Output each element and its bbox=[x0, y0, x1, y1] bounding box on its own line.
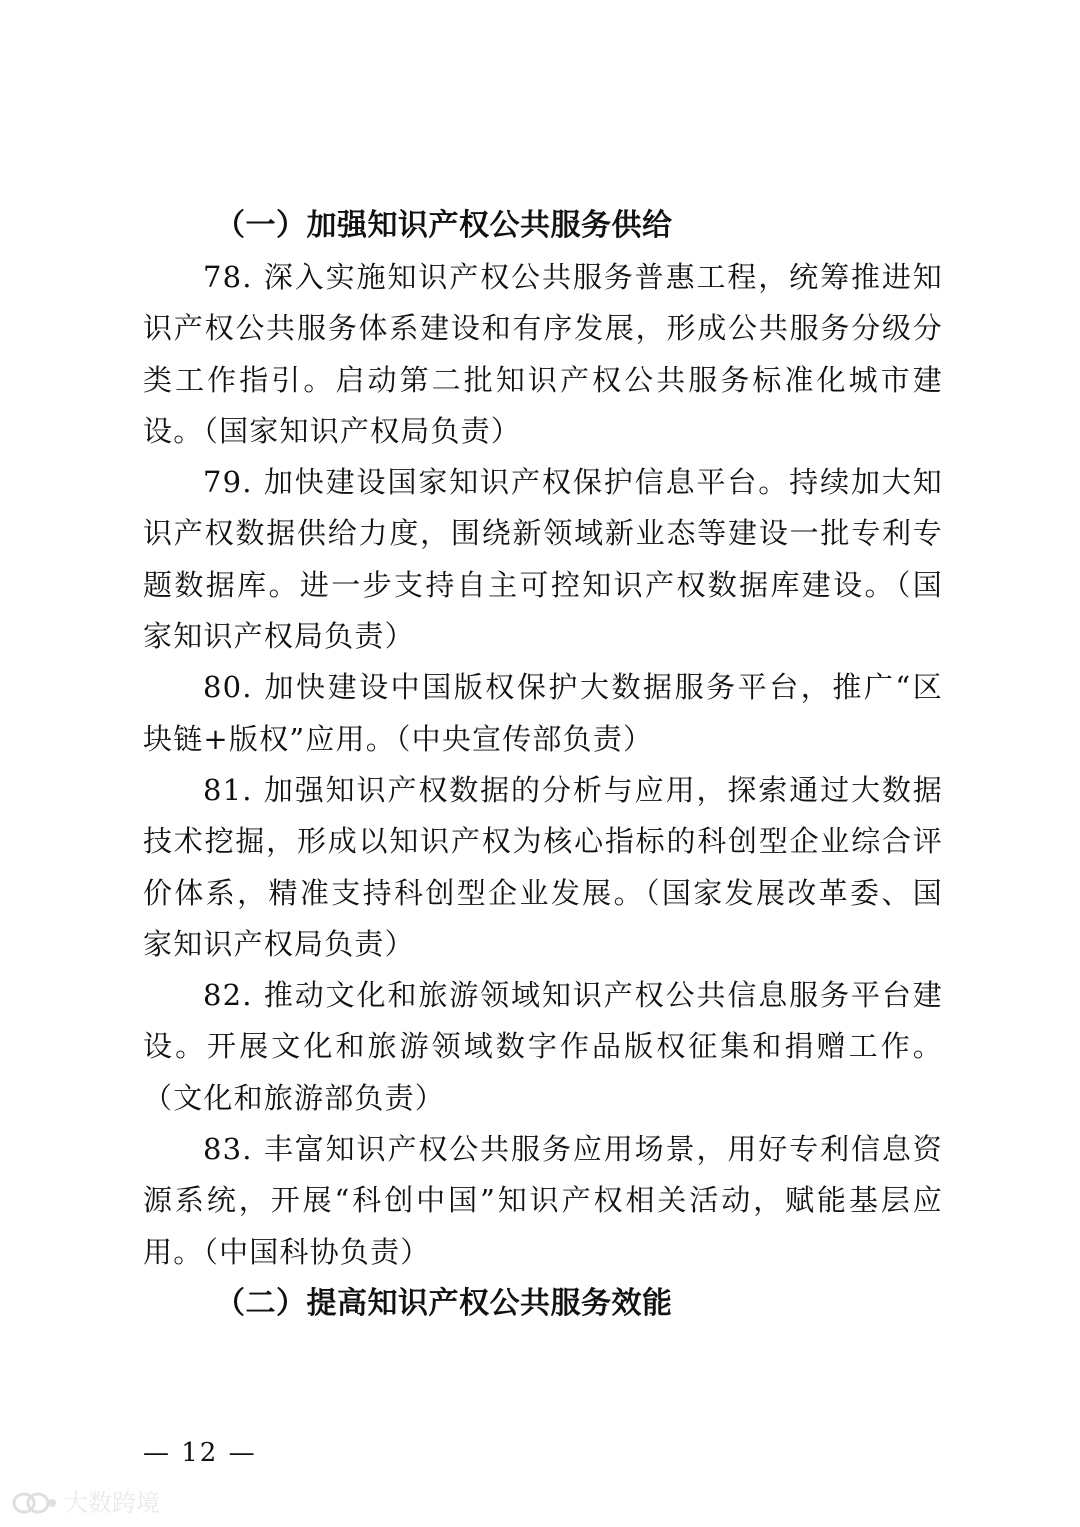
section-heading-1: （一）加强知识产权公共服务供给 bbox=[215, 208, 673, 243]
item-81: 81. 加强知识产权数据的分析与应用，探索通过大数据技术挖掘，形成以知识产权为核心指标的科创型企业综合评价体系，精准支持科创型企业发展。（国家发展改革委、国家知识产权局负责） bbox=[143, 772, 943, 961]
item-82: 82. 推动文化和旅游领域知识产权公共信息服务平台建设。开展文化和旅游领域数字作品版权征集和捐赠工作。（文化和旅游部负责） bbox=[143, 978, 943, 1115]
item-83: 83. 丰富知识产权公共服务应用场景，用好专利信息资源系统，开展“科创中国”知识产权相关活动，赋能基层应用。（中国科协负责） bbox=[143, 1132, 943, 1269]
page-number: — 12 — bbox=[143, 1438, 257, 1468]
watermark-text: 大数跨境 bbox=[64, 1489, 160, 1517]
document-body bbox=[143, 200, 943, 1330]
section-heading-2: （二）提高知识产权公共服务效能 bbox=[215, 1285, 673, 1321]
item-80: 80. 加快建设中国版权保护大数据服务平台，推广“区块链+版权”应用。（中央宣传部负责） bbox=[143, 670, 943, 756]
watermark bbox=[10, 1488, 160, 1518]
item-79: 79. 加快建设国家知识产权保护信息平台。持续加大知识产权数据供给力度，围绕新领域新业态等建设一批专利专题数据库。进一步支持自主可控知识产权数据库建设。（国家知识产权局负责） bbox=[143, 465, 943, 654]
item-78: 78. 深入实施知识产权公共服务普惠工程，统筹推进知识产权公共服务体系建设和有序发展，形成公共服务分级分类工作指引。启动第二批知识产权公共服务标准化城市建设。（国家知识产权局负责） bbox=[143, 260, 943, 448]
chain-logo-icon bbox=[10, 1489, 58, 1517]
